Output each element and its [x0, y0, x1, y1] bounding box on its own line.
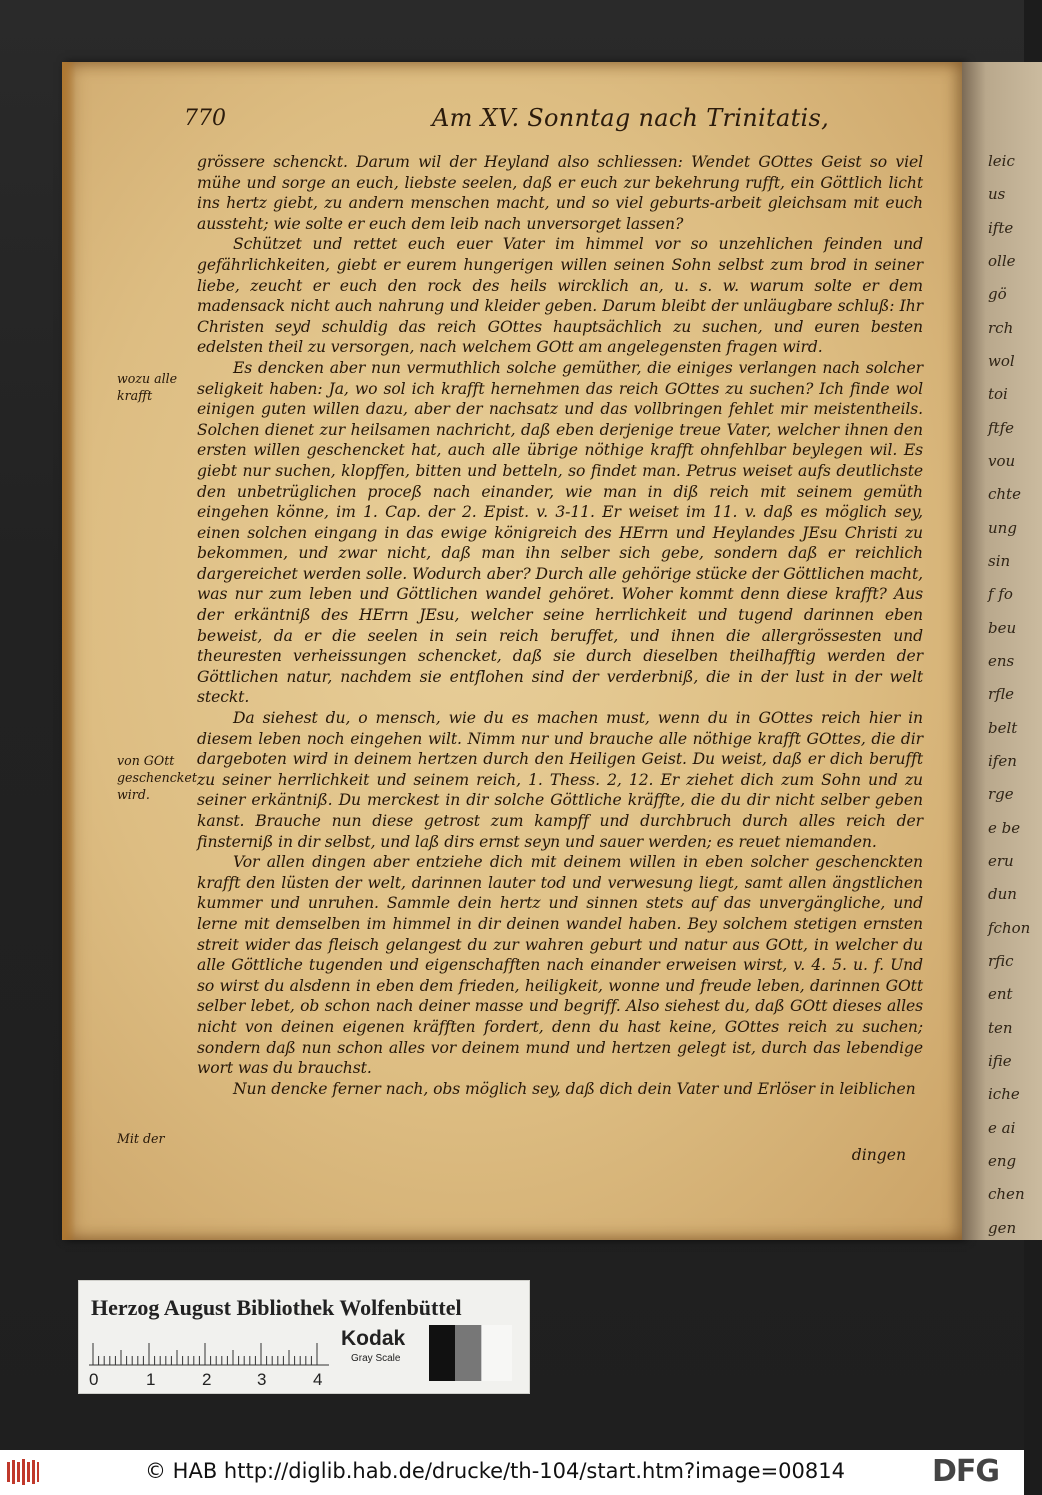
next-page-fragment: chte — [988, 485, 1021, 504]
next-page-fragment: sin — [988, 552, 1011, 570]
dfg-logo: DFG — [932, 1454, 1000, 1489]
next-page-fragment: ent — [988, 985, 1013, 1004]
kodak-logo: Kodak — [341, 1327, 406, 1350]
gray-patch-black — [429, 1325, 455, 1381]
next-page-fragment: vou — [988, 452, 1016, 470]
ruler-number: 4 — [313, 1370, 323, 1389]
next-page-fragment: eng — [988, 1152, 1017, 1170]
library-name: Herzog August Bibliothek Wolfenbüttel — [91, 1295, 462, 1320]
next-page-fragment: us — [988, 185, 1006, 204]
paragraph: Schützet und rettet euch euer Vater im himmel vor so unzehlichen feinden und gefährlichkeiten, giebt er eurem hungerigen willen seinen Sohn selbst zum brod in seiner liebe, zeucht er euch den rock des heils wircklich an, u. s. w. warum solte er dem madensack nicht auch nahrung und kleider geben. Darum bleibt der unläugbare schluß: Ihr Christen seyd schuldig das reich GOttes hauptsächlich zu suchen, und euren besten edelsten theil zu versorgen, nach welchem GOtt am angelegensten fragen wird. — [197, 235, 923, 357]
paragraph: Es dencken aber nun vermuthlich solche gemüther, die einiges verlangen nach solcher seligkeit haben: Ja, wo sol ich krafft hernehmen das reich GOttes zu suchen? Ich finde wol einigen guten willen dazu, aber der nachsatz und das vollbringen fehlet mir meistentheils. Solchen dienet zur heilsamen nachricht, daß eben derjenige treue Vater, welcher ihnen den ersten willen geschencket hat, auch alle übrige nöthige krafft ohnfehlbar beylegen wil. Es giebt nur suchen, klopffen, bitten und betteln, so findet man. Petrus weiset aufs deutlichste den unbetrüglichen proceß nach einander, wie man in diß reich mit seinem gemüth eingehen könne, im 1. Cap. der 2. Epist. v. 3-11. Er weiset im 11. v. daß es möglich sey, einen solchen eingang in das ewige königreich des HErrn und Heylandes JEsu Christi zu bekommen, und zwar nicht, daß man ihn selber sich gebe, sondern daß er reichlich dargereichet werden solle. Wodurch aber? Durch alle gehörige stücke der Göttlichen macht, was nur zum leben und Göttlichen wandel gehöret. Woher kommt denn diese krafft? Aus der erkäntniß des HErrn JEsu, welcher seine herrlichkeit und tugend darinnen eben beweist, da er die seelen in sein reich beruffet, und ihnen die allergrössesten und theuresten verheissungen schencket, daß sie durch dieselben theilhafftig werden der Göttlichen natur, nachdem sie entflohen sind der verderbniß, die in der lust in der welt steckt. — [197, 358, 923, 707]
next-page-fragment: toi — [988, 385, 1008, 404]
next-page-fragment: ten — [988, 1018, 1013, 1037]
running-head-title: Am XV. Sonntag nach Trinitatis, — [432, 104, 830, 132]
next-page-fragment: ung — [988, 518, 1017, 537]
hab-logo-icon — [6, 1458, 40, 1486]
next-page-fragment: ens — [988, 652, 1015, 670]
next-page-fragment: ifen — [988, 752, 1017, 770]
next-page-fragment: wol — [988, 352, 1015, 370]
footer-bar — [0, 1450, 1024, 1495]
gray-scale-label: Gray Scale — [351, 1353, 401, 1364]
next-page-fragment: ftfe — [988, 418, 1015, 437]
book-page — [62, 62, 964, 1240]
next-page-fragment: eru — [988, 852, 1014, 870]
next-page-fragment: olle — [988, 252, 1016, 270]
page-gutter-shadow — [62, 62, 76, 1240]
next-page-fragment: ifte — [988, 218, 1014, 237]
next-page-fragment: leic — [988, 152, 1015, 170]
next-page-fragment: beu — [988, 618, 1017, 637]
next-page-fragment: belt — [988, 718, 1018, 737]
ruler-number: 1 — [146, 1370, 156, 1389]
catchword: dingen — [851, 1146, 906, 1164]
next-page-fragment: e ai — [988, 1118, 1016, 1137]
copyright-link[interactable]: © HAB http://diglib.hab.de/drucke/th-104/start.htm?image=00814 — [145, 1459, 845, 1483]
paragraph: Vor allen dingen aber entziehe dich mit deinem willen in eben solcher geschenckten krafft den lüsten der welt, darinnen lauter tod und verwesung liegt, samt allen ängstlichen kummer und unruhen. Sammle dein hertz und sinnen stets auf das unvergängliche, und lerne mit demselben im himmel in dir deinen wandel haben. Bey solchem stetigen ernsten streit wider das fleisch gelangest du zur wahren geburt und natur aus GOtt, in welcher du alle Göttliche tugenden und eigenschafften nach einander erweisen wirst, v. 4. 5. u. f. Und so wirst du alsdenn in eben dem frieden, heiligkeit, wonne und freude leben, darinnen GOtt selber lebet, ob schon nach deiner masse und begriff. Also siehest du, daß GOtt dieses alles nicht von deinen eigenen kräfften fordert, denn du hast keine, GOttes reich zu suchen; sondern daß nun schon alles vor deinem mund und hertzen gelegt ist, durch das lebendige wort was du brauchst. — [197, 853, 923, 1078]
next-page-fragment: f fo — [988, 585, 1013, 604]
running-head — [62, 106, 962, 136]
gray-patch-mid — [455, 1325, 481, 1381]
next-page-fragment: rfle — [988, 685, 1015, 704]
gray-patch-white — [481, 1325, 512, 1381]
ruler-number: 0 — [89, 1370, 99, 1389]
next-page-fragment: gen — [988, 1218, 1017, 1237]
next-page-fragment: fchon — [988, 918, 1031, 937]
ruler-scale — [89, 1336, 329, 1366]
next-page-fragment: ifie — [988, 1052, 1012, 1070]
next-page-fragment: gö — [988, 285, 1007, 304]
page-number: 770 — [184, 106, 226, 131]
paragraph: grössere schenckt. Darum wil der Heyland also schliessen: Wendet GOttes Geist so viel mühe und sorge an euch, liebste seelen, daß er euch zur bekehrung rufft, ein Göttlich licht ins hertz giebt, zu andern menschen macht, und so viel geburts-arbeit gleichsam mit euch aussteht; wie solte er euch dem leib nach unversorget lassen? — [197, 153, 923, 233]
next-page-fragment: iche — [988, 1085, 1020, 1104]
color-target — [78, 1280, 530, 1394]
next-page-fragment: rge — [988, 785, 1014, 804]
body-text — [197, 152, 923, 1099]
next-page-edge — [962, 62, 1042, 1240]
next-page-fragment: e be — [988, 818, 1021, 837]
margin-note: Mit der — [117, 1131, 165, 1146]
ruler-number: 2 — [202, 1370, 212, 1389]
next-page-fragment: chen — [988, 1185, 1025, 1204]
next-page-fragment: rfic — [988, 952, 1014, 970]
paragraph: Nun dencke ferner nach, obs möglich sey, daß dich dein Vater und Erlöser in leiblichen — [233, 1079, 916, 1098]
ruler-number: 3 — [257, 1370, 267, 1389]
margin-note: wozu alle krafft — [117, 371, 178, 403]
margin-note: von GOtt geschencket wird. — [117, 753, 197, 802]
paragraph: Da siehest du, o mensch, wie du es machen must, wenn du in GOttes reich hier in diesem leben noch eingehen wilt. Nimm nur und brauche alle nöthige krafft GOttes, die dir dargeboten wird in deinem hertzen durch den Heiligen Geist. Du weist, daß er dich berufft zu seiner herrlichkeit und seinem reich, 1. Thess. 2, 12. Er ziehet dich zum Sohn und zu seiner erkäntniß. Du merckest in dir solche Göttliche kräffte, die du dir nicht selber geben kanst. Brauche nun diese getrost zum kampff und durchbruch durch alles reich der finsterniß in dir selbst, und laß dirs ernst seyn und sauer werden; es reuet niemanden. — [197, 709, 923, 851]
next-page-fragment: dun — [988, 885, 1017, 904]
next-page-fragment: rch — [988, 318, 1014, 337]
